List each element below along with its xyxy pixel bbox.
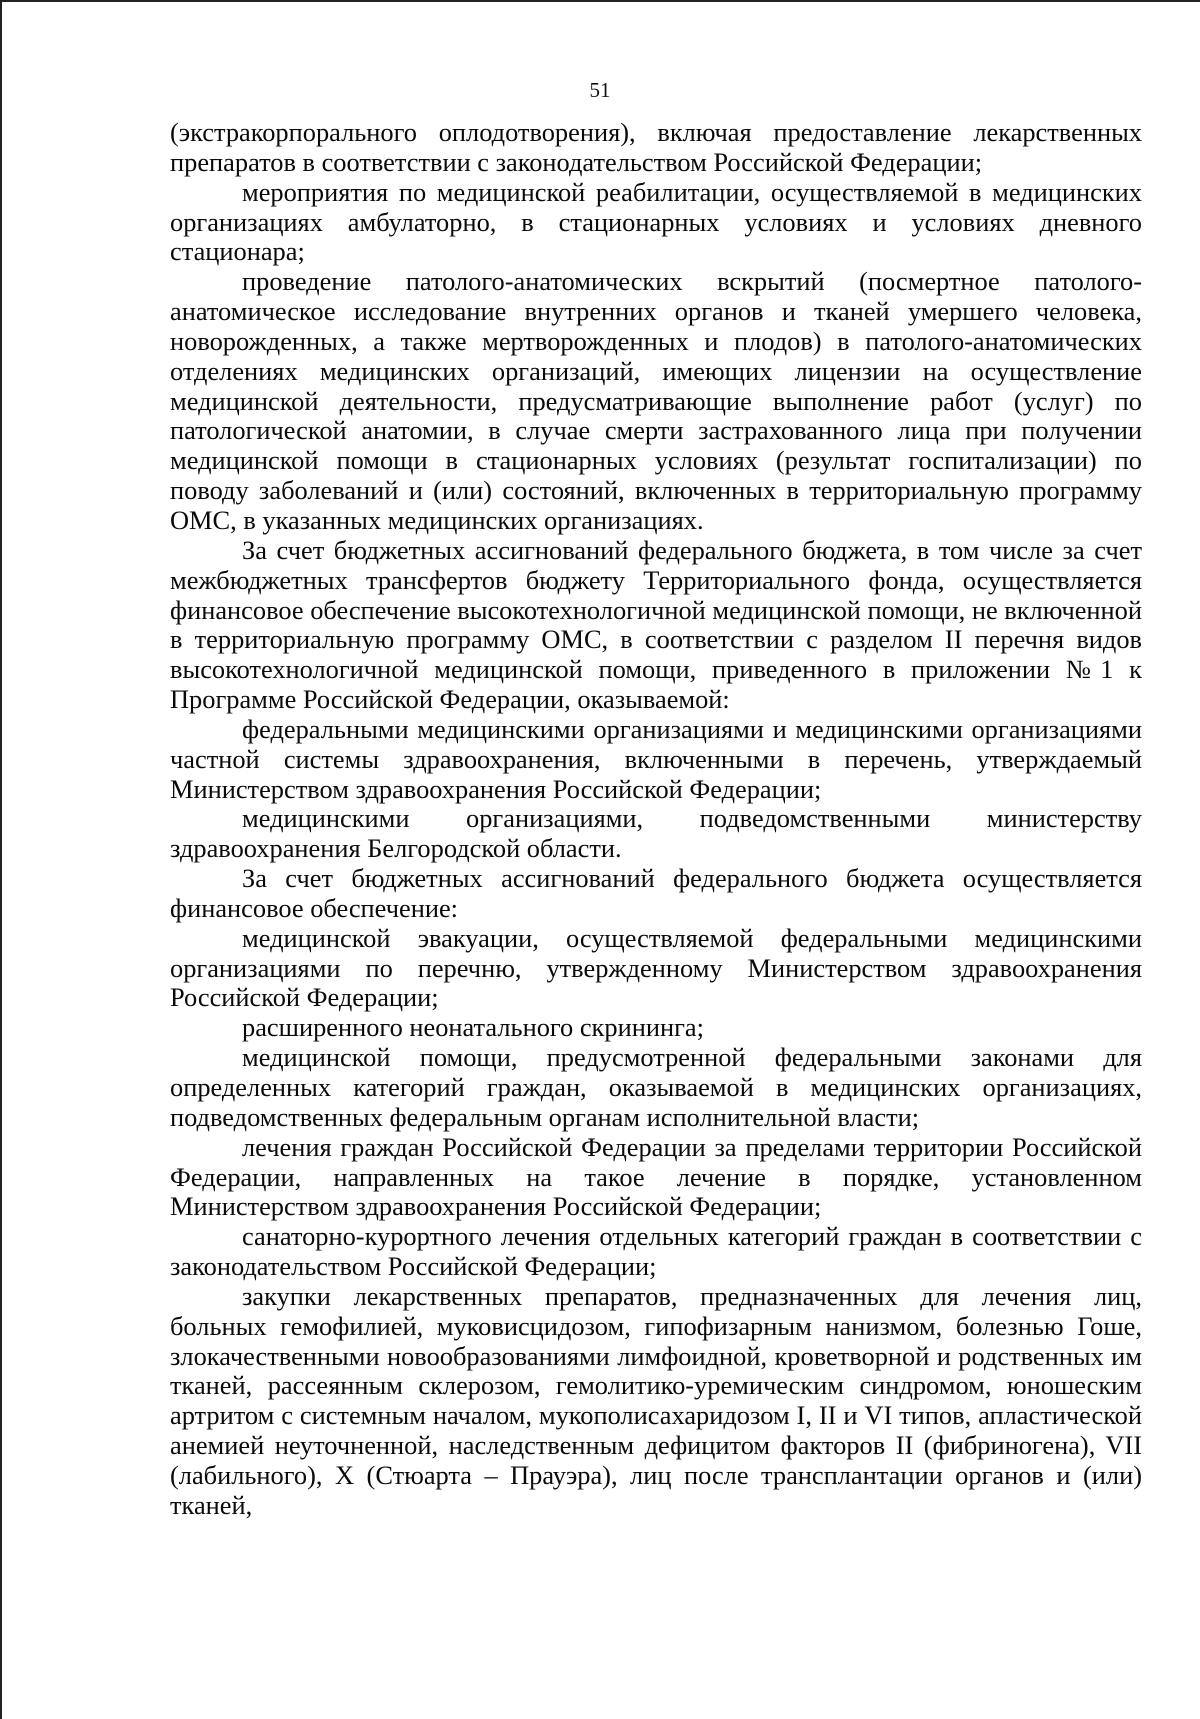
paragraph-9: расширенного неонатального скрининга; bbox=[242, 1012, 704, 1043]
paragraph-5: федеральными медицинскими организациями и медицинскими организациями частной системы здравоохранения, включенными в перечень, утверждаемый Министерством здравоохранения Российской Федерации; bbox=[170, 713, 1142, 804]
paragraph-3: проведение патолого-анатомических вскрытий (посмертное патолого-анатомическое исследование внутренних органов и тканей умершего человека, новорожденных, а также мертворожденных и плодов) в патолого-анатомических отделениях медицинских организаций, имеющих лицензии на осуществление медицинской деятельности, предусматривающие выполнение работ (услуг) по патологической анатомии, в случае смерти застрахованного лица при получении медицинской помощи в стационарных условиях (результат госпитализации) по поводу заболеваний и (или) состояний, включенных в территориальную программу ОМС, в указанных медицинских организациях. bbox=[170, 266, 1142, 535]
paragraph-11: лечения граждан Российской Федерации за пределами территории Российской Федерации, направленных на такое лечение в порядке, установленном Министерством здравоохранения Российской Федерации; bbox=[170, 1131, 1142, 1222]
paragraph-1: (экстракорпорального оплодотворения), включая предоставление лекарственных препаратов в соответствии с законодательством Российской Федерации; bbox=[170, 117, 1142, 177]
paragraph-6: медицинскими организациями, подведомственными министерству здравоохранения Белгородской области. bbox=[170, 803, 1142, 864]
page-edge-top bbox=[0, 0, 1200, 2]
body-text bbox=[170, 118, 1142, 1521]
paragraph-2: мероприятия по медицинской реабилитации, осуществляемой в медицинских организациях амбулаторно, в стационарных условиях и условиях дневного стационара; bbox=[170, 176, 1142, 267]
paragraph-12: санаторно-курортного лечения отдельных категорий граждан в соответствии с законодательством Российской Федерации; bbox=[170, 1221, 1142, 1282]
page-number: 51 bbox=[589, 78, 611, 102]
paragraph-4: За счет бюджетных ассигнований федерального бюджета, в том числе за счет межбюджетных трансфертов бюджету Территориального фонда, осуществляется финансовое обеспечение высокотехнологичной медицинской помощи, не включенной в территориальную программу ОМС, в соответствии с разделом II перечня видов высокотехнологичной медицинской помощи, приведенного в приложении №1 к Программе Российской Федерации, оказываемой: bbox=[170, 534, 1142, 715]
paragraph-8: медицинской эвакуации, осуществляемой федеральными медицинскими организациями по перечню, утвержденному Министерством здравоохранения Российской Федерации; bbox=[170, 922, 1142, 1013]
page-edge-left bbox=[0, 0, 2, 1719]
paragraph-13: закупки лекарственных препаратов, предназначенных для лечения лиц, больных гемофилией, муковисцидозом, гипофизарным нанизмом, болезнью Гоше, злокачественными новообразованиями лимфоидной, кроветворной и родственных им тканей, рассеянным склерозом, гемолитико-уремическим синдромом, юношеским артритом с системным началом, мукополисахаридозом I, II и VI типов, апластической анемией неуточненной, наследственным дефицитом факторов II (фибриногена), VII (лабильного), X (Стюарта – Прауэра), лиц после трансплантации органов и (или) тканей, bbox=[170, 1280, 1142, 1520]
paragraph-7: За счет бюджетных ассигнований федерального бюджета осуществляется финансовое обеспечение: bbox=[170, 863, 1142, 923]
paragraph-10: медицинской помощи, предусмотренной федеральными законами для определенных категорий граждан, оказываемой в медицинских организациях, подведомственных федеральным органам исполнительной власти; bbox=[170, 1042, 1142, 1132]
